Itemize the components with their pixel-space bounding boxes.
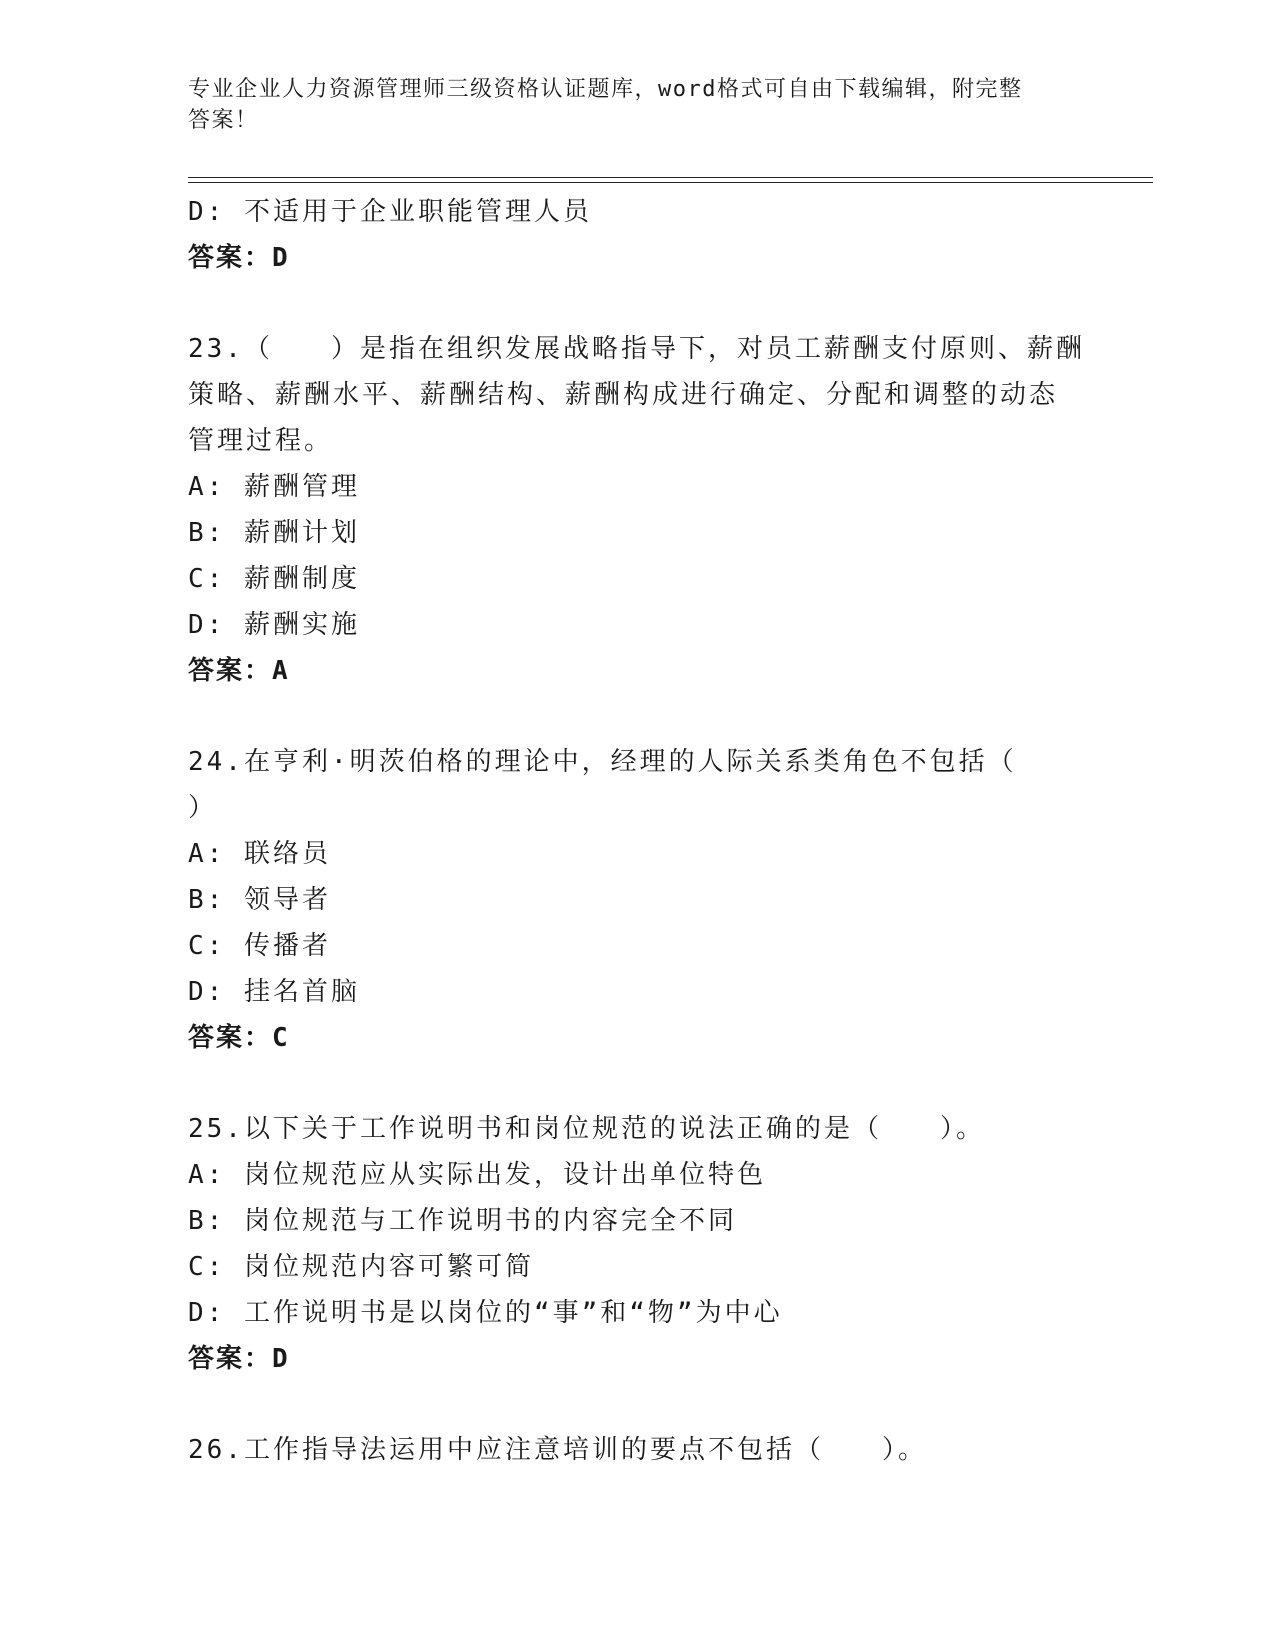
question-stem-line: 策略、薪酬水平、薪酬结构、薪酬构成进行确定、分配和调整的动态	[188, 380, 1059, 410]
option-a: A: 联络员	[188, 839, 331, 869]
question-23	[188, 326, 1088, 694]
document-header	[188, 74, 1088, 136]
question-stem-line: 24.在亨利·明茨伯格的理论中，经理的人际关系类角色不包括（	[188, 747, 1017, 777]
header-line-1: 专业企业人力资源管理师三级资格认证题库，word格式可自由下载编辑，附完整	[188, 77, 1023, 102]
option-c: C: 传播者	[188, 931, 331, 961]
question-stem-line: 26.工作指导法运用中应注意培训的要点不包括（ ）。	[188, 1435, 927, 1465]
option-a: A: 薪酬管理	[188, 472, 360, 502]
option-b: B: 薪酬计划	[188, 518, 360, 548]
option-d: D: 薪酬实施	[188, 610, 360, 640]
question-25	[188, 1106, 1088, 1382]
option-c: C: 薪酬制度	[188, 564, 360, 594]
option-c: C: 岗位规范内容可繁可简	[188, 1252, 534, 1282]
answer-label: 答案：D	[188, 243, 290, 273]
question-stem-line: ）	[188, 793, 218, 823]
option-d: D: 挂名首脑	[188, 977, 360, 1007]
option-b: B: 领导者	[188, 885, 331, 915]
answer-label: 答案：D	[188, 1344, 290, 1374]
question-stem-line: 管理过程。	[188, 426, 334, 456]
question-stem-line: 23.（ ）是指在组织发展战略指导下，对员工薪酬支付原则、薪酬	[188, 334, 1085, 364]
question-24	[188, 739, 1088, 1061]
header-divider-top	[188, 177, 1153, 178]
option-b: B: 岗位规范与工作说明书的内容完全不同	[188, 1206, 737, 1236]
option-d: D: 工作说明书是以岗位的“事”和“物”为中心	[188, 1298, 783, 1328]
header-divider-bottom	[188, 182, 1153, 183]
answer-label: 答案：A	[188, 656, 290, 686]
question-26	[188, 1427, 1088, 1473]
question-list	[188, 189, 1088, 1473]
header-line-2: 答案！	[188, 108, 259, 133]
question-stem-line: 25.以下关于工作说明书和岗位规范的说法正确的是（ ）。	[188, 1114, 985, 1144]
option-a: A: 岗位规范应从实际出发，设计出单位特色	[188, 1160, 766, 1190]
option-d: D: 不适用于企业职能管理人员	[188, 197, 592, 227]
answer-label: 答案：C	[188, 1023, 290, 1053]
